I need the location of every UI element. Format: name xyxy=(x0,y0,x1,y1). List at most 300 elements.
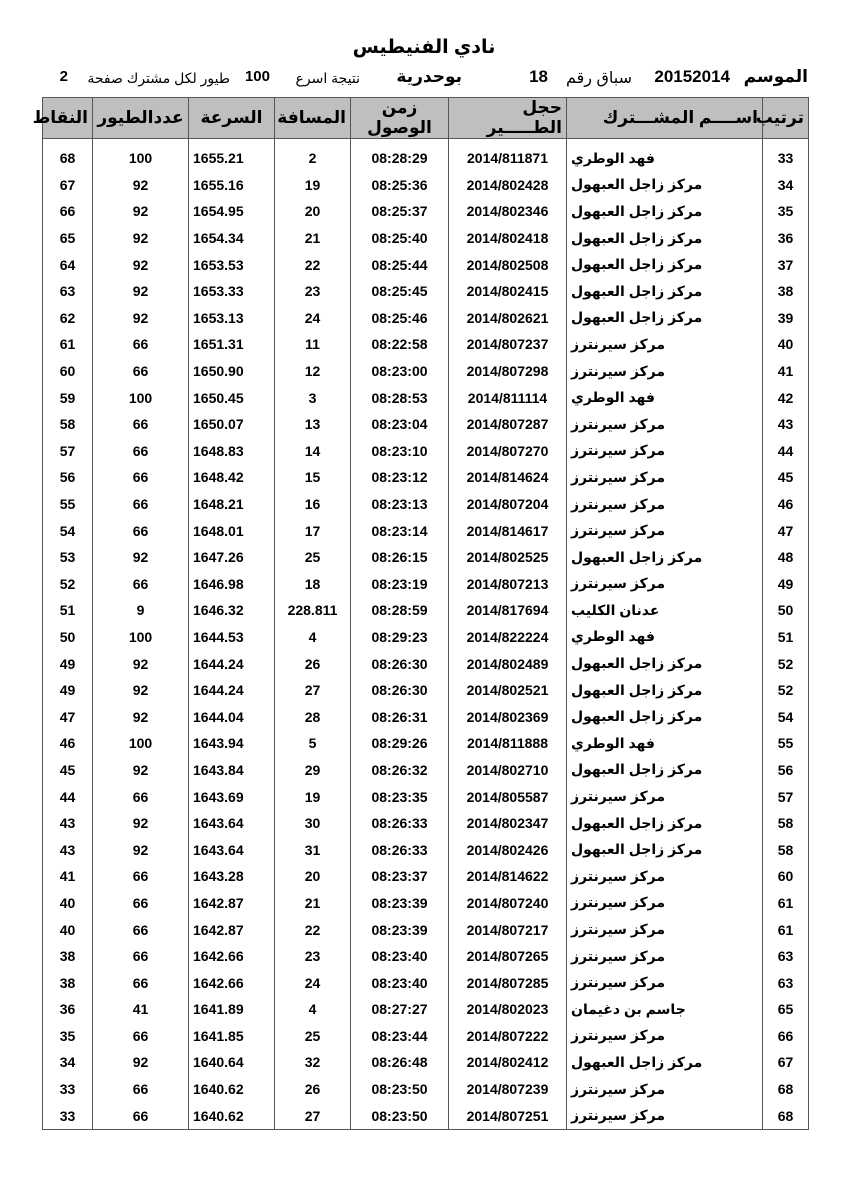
arrival-cell: 08:23:39 xyxy=(351,890,449,917)
name-cell: مركز سيرنترز xyxy=(567,1076,763,1103)
rank-cell: 46 xyxy=(763,491,809,518)
ring-cell: 2014/802710 xyxy=(449,757,567,784)
points-cell: 41 xyxy=(43,863,93,890)
table-row xyxy=(43,783,809,810)
distance-cell: 28 xyxy=(275,703,351,730)
birds-cell: 92 xyxy=(93,703,189,730)
ring-cell: 2014/802415 xyxy=(449,278,567,305)
name-cell: مركز زاجل العبهول xyxy=(567,810,763,837)
speed-cell: 1641.89 xyxy=(189,996,275,1023)
name-cell: مركز زاجل العبهول xyxy=(567,278,763,305)
birds-cell: 66 xyxy=(93,1023,189,1050)
rank-cell: 68 xyxy=(763,1076,809,1103)
rank-cell: 60 xyxy=(763,863,809,890)
speed-cell: 1654.34 xyxy=(189,225,275,252)
distance-cell: 27 xyxy=(275,677,351,704)
birds-cell: 66 xyxy=(93,358,189,385)
ring-cell: 2014/807265 xyxy=(449,943,567,970)
distance-cell: 12 xyxy=(275,358,351,385)
points-cell: 62 xyxy=(43,305,93,332)
race-info-line xyxy=(48,67,808,93)
speed-cell: 1641.85 xyxy=(189,1023,275,1050)
arrival-cell: 08:27:27 xyxy=(351,996,449,1023)
points-cell: 65 xyxy=(43,225,93,252)
rank-cell: 39 xyxy=(763,305,809,332)
speed-cell: 1643.64 xyxy=(189,836,275,863)
speed-cell: 1647.26 xyxy=(189,544,275,571)
points-cell: 49 xyxy=(43,677,93,704)
rank-cell: 63 xyxy=(763,943,809,970)
speed-cell: 1642.66 xyxy=(189,943,275,970)
rank-cell: 49 xyxy=(763,571,809,598)
name-cell: مركز سيرنترز xyxy=(567,411,763,438)
points-cell: 53 xyxy=(43,544,93,571)
table-row xyxy=(43,916,809,943)
ring-cell: 2014/802347 xyxy=(449,810,567,837)
per-member-label: طيور لكل مشترك صفحة xyxy=(87,70,230,86)
race-number: 18 xyxy=(529,67,548,86)
birds-cell: 66 xyxy=(93,863,189,890)
table-row xyxy=(43,544,809,571)
arrival-cell: 08:25:40 xyxy=(351,225,449,252)
rank-cell: 68 xyxy=(763,1102,809,1129)
header-distance: المسافة xyxy=(275,98,351,139)
rank-cell: 40 xyxy=(763,331,809,358)
birds-cell: 92 xyxy=(93,810,189,837)
speed-cell: 1655.21 xyxy=(189,145,275,172)
ring-cell: 2014/807222 xyxy=(449,1023,567,1050)
table-row xyxy=(43,1076,809,1103)
points-cell: 38 xyxy=(43,969,93,996)
birds-cell: 100 xyxy=(93,624,189,651)
speed-cell: 1644.24 xyxy=(189,677,275,704)
speed-cell: 1640.62 xyxy=(189,1076,275,1103)
birds-cell: 66 xyxy=(93,783,189,810)
arrival-cell: 08:25:36 xyxy=(351,172,449,199)
distance-cell: 31 xyxy=(275,836,351,863)
distance-cell: 27 xyxy=(275,1102,351,1129)
speed-cell: 1648.21 xyxy=(189,491,275,518)
table-row xyxy=(43,650,809,677)
ring-cell: 2014/817694 xyxy=(449,597,567,624)
table-row xyxy=(43,624,809,651)
speed-cell: 1643.28 xyxy=(189,863,275,890)
distance-cell: 26 xyxy=(275,650,351,677)
season-label: الموسم xyxy=(743,67,808,86)
table-row xyxy=(43,996,809,1023)
table-row xyxy=(43,730,809,757)
ring-cell: 2014/802428 xyxy=(449,172,567,199)
table-row xyxy=(43,703,809,730)
name-cell: مركز سيرنترز xyxy=(567,358,763,385)
name-cell: مركز سيرنترز xyxy=(567,491,763,518)
birds-cell: 41 xyxy=(93,996,189,1023)
speed-cell: 1642.87 xyxy=(189,916,275,943)
speed-cell: 1655.16 xyxy=(189,172,275,199)
table-row xyxy=(43,597,809,624)
name-cell: مركز سيرنترز xyxy=(567,1023,763,1050)
table-row xyxy=(43,384,809,411)
name-cell: مركز زاجل العبهول xyxy=(567,251,763,278)
rank-cell: 36 xyxy=(763,225,809,252)
speed-cell: 1646.98 xyxy=(189,571,275,598)
distance-cell: 15 xyxy=(275,464,351,491)
distance-cell: 29 xyxy=(275,757,351,784)
distance-cell: 228.811 xyxy=(275,597,351,624)
birds-cell: 92 xyxy=(93,278,189,305)
points-cell: 51 xyxy=(43,597,93,624)
points-cell: 56 xyxy=(43,464,93,491)
fastest-label: نتيجة اسرع xyxy=(295,70,360,86)
name-cell: مركز زاجل العبهول xyxy=(567,703,763,730)
distance-cell: 18 xyxy=(275,571,351,598)
points-cell: 43 xyxy=(43,836,93,863)
arrival-cell: 08:25:44 xyxy=(351,251,449,278)
rank-cell: 54 xyxy=(763,703,809,730)
rank-cell: 51 xyxy=(763,624,809,651)
race-location: بوحدرية xyxy=(396,67,462,86)
distance-cell: 4 xyxy=(275,996,351,1023)
points-cell: 55 xyxy=(43,491,93,518)
arrival-cell: 08:29:23 xyxy=(351,624,449,651)
ring-cell: 2014/807298 xyxy=(449,358,567,385)
birds-cell: 66 xyxy=(93,411,189,438)
birds-cell: 92 xyxy=(93,677,189,704)
arrival-cell: 08:23:37 xyxy=(351,863,449,890)
ring-cell: 2014/807237 xyxy=(449,331,567,358)
rank-cell: 43 xyxy=(763,411,809,438)
distance-cell: 32 xyxy=(275,1049,351,1076)
birds-cell: 66 xyxy=(93,571,189,598)
table-header-row xyxy=(43,98,809,139)
speed-cell: 1653.53 xyxy=(189,251,275,278)
arrival-cell: 08:23:00 xyxy=(351,358,449,385)
table-row xyxy=(43,1049,809,1076)
birds-cell: 66 xyxy=(93,464,189,491)
arrival-cell: 08:23:35 xyxy=(351,783,449,810)
speed-cell: 1643.64 xyxy=(189,810,275,837)
birds-cell: 92 xyxy=(93,757,189,784)
points-cell: 49 xyxy=(43,650,93,677)
table-row xyxy=(43,757,809,784)
rank-cell: 41 xyxy=(763,358,809,385)
rank-cell: 45 xyxy=(763,464,809,491)
birds-cell: 66 xyxy=(93,943,189,970)
name-cell: مركز زاجل العبهول xyxy=(567,198,763,225)
name-cell: مركز سيرنترز xyxy=(567,916,763,943)
name-cell: مركز سيرنترز xyxy=(567,890,763,917)
ring-cell: 2014/811888 xyxy=(449,730,567,757)
name-cell: عدنان الكليب xyxy=(567,597,763,624)
rank-cell: 61 xyxy=(763,916,809,943)
rank-cell: 55 xyxy=(763,730,809,757)
ring-cell: 2014/822224 xyxy=(449,624,567,651)
header-ring: حجل الطـــــير xyxy=(449,98,567,139)
rank-cell: 57 xyxy=(763,783,809,810)
speed-cell: 1654.95 xyxy=(189,198,275,225)
ring-cell: 2014/807217 xyxy=(449,916,567,943)
name-cell: مركز زاجل العبهول xyxy=(567,172,763,199)
ring-cell: 2014/802426 xyxy=(449,836,567,863)
distance-cell: 16 xyxy=(275,491,351,518)
birds-cell: 100 xyxy=(93,145,189,172)
rank-cell: 63 xyxy=(763,969,809,996)
birds-cell: 66 xyxy=(93,916,189,943)
points-cell: 40 xyxy=(43,916,93,943)
ring-cell: 2014/802525 xyxy=(449,544,567,571)
table-row xyxy=(43,1102,809,1129)
table-row xyxy=(43,278,809,305)
rank-cell: 61 xyxy=(763,890,809,917)
table-row xyxy=(43,890,809,917)
distance-cell: 20 xyxy=(275,863,351,890)
name-cell: مركز سيرنترز xyxy=(567,331,763,358)
rank-cell: 42 xyxy=(763,384,809,411)
ring-cell: 2014/802521 xyxy=(449,677,567,704)
name-cell: مركز سيرنترز xyxy=(567,1102,763,1129)
table-row xyxy=(43,677,809,704)
arrival-cell: 08:26:33 xyxy=(351,810,449,837)
header-rank: ترتيب xyxy=(763,98,809,139)
distance-cell: 19 xyxy=(275,783,351,810)
distance-cell: 4 xyxy=(275,624,351,651)
arrival-cell: 08:23:40 xyxy=(351,943,449,970)
points-cell: 46 xyxy=(43,730,93,757)
distance-cell: 24 xyxy=(275,305,351,332)
table-row xyxy=(43,863,809,890)
arrival-cell: 08:26:32 xyxy=(351,757,449,784)
name-cell: مركز زاجل العبهول xyxy=(567,836,763,863)
name-cell: مركز زاجل العبهول xyxy=(567,650,763,677)
distance-cell: 2 xyxy=(275,145,351,172)
points-cell: 57 xyxy=(43,438,93,465)
birds-cell: 66 xyxy=(93,331,189,358)
speed-cell: 1648.01 xyxy=(189,517,275,544)
name-cell: مركز زاجل العبهول xyxy=(567,544,763,571)
points-cell: 35 xyxy=(43,1023,93,1050)
points-cell: 33 xyxy=(43,1076,93,1103)
points-cell: 64 xyxy=(43,251,93,278)
ring-cell: 2014/802023 xyxy=(449,996,567,1023)
rank-cell: 47 xyxy=(763,517,809,544)
table-row xyxy=(43,225,809,252)
name-cell: مركز سيرنترز xyxy=(567,863,763,890)
birds-cell: 66 xyxy=(93,517,189,544)
distance-cell: 26 xyxy=(275,1076,351,1103)
name-cell: مركز سيرنترز xyxy=(567,571,763,598)
points-cell: 50 xyxy=(43,624,93,651)
arrival-cell: 08:23:14 xyxy=(351,517,449,544)
arrival-cell: 08:26:33 xyxy=(351,836,449,863)
table-row xyxy=(43,969,809,996)
rank-cell: 52 xyxy=(763,677,809,704)
table-row xyxy=(43,198,809,225)
points-cell: 43 xyxy=(43,810,93,837)
ring-cell: 2014/811871 xyxy=(449,145,567,172)
header-name: اســــم المشـــترك xyxy=(567,98,763,139)
birds-cell: 92 xyxy=(93,1049,189,1076)
distance-cell: 25 xyxy=(275,544,351,571)
speed-cell: 1646.32 xyxy=(189,597,275,624)
speed-cell: 1650.07 xyxy=(189,411,275,438)
speed-cell: 1640.64 xyxy=(189,1049,275,1076)
birds-cell: 92 xyxy=(93,836,189,863)
rank-cell: 50 xyxy=(763,597,809,624)
arrival-cell: 08:23:39 xyxy=(351,916,449,943)
speed-cell: 1648.83 xyxy=(189,438,275,465)
points-cell: 52 xyxy=(43,571,93,598)
points-cell: 66 xyxy=(43,198,93,225)
table-row xyxy=(43,1023,809,1050)
birds-cell: 92 xyxy=(93,544,189,571)
ring-cell: 2014/807204 xyxy=(449,491,567,518)
points-cell: 44 xyxy=(43,783,93,810)
table-row xyxy=(43,943,809,970)
rank-cell: 65 xyxy=(763,996,809,1023)
distance-cell: 22 xyxy=(275,916,351,943)
speed-cell: 1644.04 xyxy=(189,703,275,730)
ring-cell: 2014/807270 xyxy=(449,438,567,465)
birds-cell: 92 xyxy=(93,251,189,278)
birds-cell: 66 xyxy=(93,438,189,465)
ring-cell: 2014/807213 xyxy=(449,571,567,598)
arrival-cell: 08:25:37 xyxy=(351,198,449,225)
table-row xyxy=(43,145,809,172)
birds-cell: 92 xyxy=(93,198,189,225)
distance-cell: 30 xyxy=(275,810,351,837)
arrival-cell: 08:23:44 xyxy=(351,1023,449,1050)
arrival-cell: 08:26:15 xyxy=(351,544,449,571)
rank-cell: 58 xyxy=(763,836,809,863)
points-cell: 54 xyxy=(43,517,93,544)
table-row xyxy=(43,491,809,518)
table-row xyxy=(43,517,809,544)
distance-cell: 11 xyxy=(275,331,351,358)
birds-cell: 92 xyxy=(93,172,189,199)
birds-cell: 9 xyxy=(93,597,189,624)
ring-cell: 2014/802412 xyxy=(449,1049,567,1076)
birds-cell: 100 xyxy=(93,384,189,411)
points-cell: 40 xyxy=(43,890,93,917)
ring-cell: 2014/807287 xyxy=(449,411,567,438)
ring-cell: 2014/807251 xyxy=(449,1102,567,1129)
rank-cell: 34 xyxy=(763,172,809,199)
birds-cell: 66 xyxy=(93,890,189,917)
name-cell: فهد الوطري xyxy=(567,730,763,757)
points-cell: 67 xyxy=(43,172,93,199)
rank-cell: 52 xyxy=(763,650,809,677)
points-cell: 33 xyxy=(43,1102,93,1129)
table-row xyxy=(43,411,809,438)
arrival-cell: 08:23:19 xyxy=(351,571,449,598)
points-cell: 36 xyxy=(43,996,93,1023)
arrival-cell: 08:23:12 xyxy=(351,464,449,491)
name-cell: جاسم بن دغيمان xyxy=(567,996,763,1023)
table-row xyxy=(43,438,809,465)
ring-cell: 2014/807240 xyxy=(449,890,567,917)
table-row xyxy=(43,464,809,491)
points-cell: 47 xyxy=(43,703,93,730)
name-cell: مركز زاجل العبهول xyxy=(567,225,763,252)
arrival-cell: 08:23:04 xyxy=(351,411,449,438)
birds-cell: 66 xyxy=(93,969,189,996)
arrival-cell: 08:25:46 xyxy=(351,305,449,332)
speed-cell: 1644.53 xyxy=(189,624,275,651)
name-cell: مركز زاجل العبهول xyxy=(567,1049,763,1076)
birds-cell: 92 xyxy=(93,650,189,677)
ring-cell: 2014/802418 xyxy=(449,225,567,252)
speed-cell: 1643.69 xyxy=(189,783,275,810)
birds-cell: 66 xyxy=(93,491,189,518)
name-cell: مركز سيرنترز xyxy=(567,943,763,970)
header-arrival: زمن الوصول xyxy=(351,98,449,139)
rank-cell: 48 xyxy=(763,544,809,571)
distance-cell: 20 xyxy=(275,198,351,225)
speed-cell: 1642.66 xyxy=(189,969,275,996)
birds-cell: 66 xyxy=(93,1102,189,1129)
header-points: النقاط xyxy=(43,98,93,139)
distance-cell: 25 xyxy=(275,1023,351,1050)
ring-cell: 2014/814622 xyxy=(449,863,567,890)
name-cell: مركز سيرنترز xyxy=(567,438,763,465)
distance-cell: 21 xyxy=(275,890,351,917)
header-speed: السرعة xyxy=(189,98,275,139)
arrival-cell: 08:26:30 xyxy=(351,677,449,704)
name-cell: فهد الوطري xyxy=(567,624,763,651)
distance-cell: 17 xyxy=(275,517,351,544)
speed-cell: 1643.84 xyxy=(189,757,275,784)
birds-cell: 92 xyxy=(93,225,189,252)
ring-cell: 2014/802346 xyxy=(449,198,567,225)
ring-cell: 2014/814624 xyxy=(449,464,567,491)
distance-cell: 19 xyxy=(275,172,351,199)
rank-cell: 44 xyxy=(763,438,809,465)
rank-cell: 37 xyxy=(763,251,809,278)
distance-cell: 3 xyxy=(275,384,351,411)
rank-cell: 67 xyxy=(763,1049,809,1076)
speed-cell: 1650.90 xyxy=(189,358,275,385)
table-row xyxy=(43,571,809,598)
name-cell: مركز زاجل العبهول xyxy=(567,305,763,332)
name-cell: فهد الوطري xyxy=(567,384,763,411)
rank-cell: 56 xyxy=(763,757,809,784)
arrival-cell: 08:28:59 xyxy=(351,597,449,624)
results-body xyxy=(43,139,809,1130)
points-cell: 58 xyxy=(43,411,93,438)
arrival-cell: 08:23:13 xyxy=(351,491,449,518)
distance-cell: 5 xyxy=(275,730,351,757)
arrival-cell: 08:23:10 xyxy=(351,438,449,465)
speed-cell: 1643.94 xyxy=(189,730,275,757)
distance-cell: 21 xyxy=(275,225,351,252)
speed-cell: 1650.45 xyxy=(189,384,275,411)
arrival-cell: 08:22:58 xyxy=(351,331,449,358)
points-cell: 63 xyxy=(43,278,93,305)
table-row xyxy=(43,836,809,863)
name-cell: فهد الوطري xyxy=(567,145,763,172)
speed-cell: 1640.62 xyxy=(189,1102,275,1129)
table-row xyxy=(43,305,809,332)
table-row xyxy=(43,251,809,278)
club-title: نادي الفنيطيس xyxy=(352,37,496,58)
ring-cell: 2014/802508 xyxy=(449,251,567,278)
arrival-cell: 08:29:26 xyxy=(351,730,449,757)
arrival-cell: 08:23:50 xyxy=(351,1076,449,1103)
ring-cell: 2014/802489 xyxy=(449,650,567,677)
distance-cell: 13 xyxy=(275,411,351,438)
distance-cell: 24 xyxy=(275,969,351,996)
arrival-cell: 08:28:53 xyxy=(351,384,449,411)
